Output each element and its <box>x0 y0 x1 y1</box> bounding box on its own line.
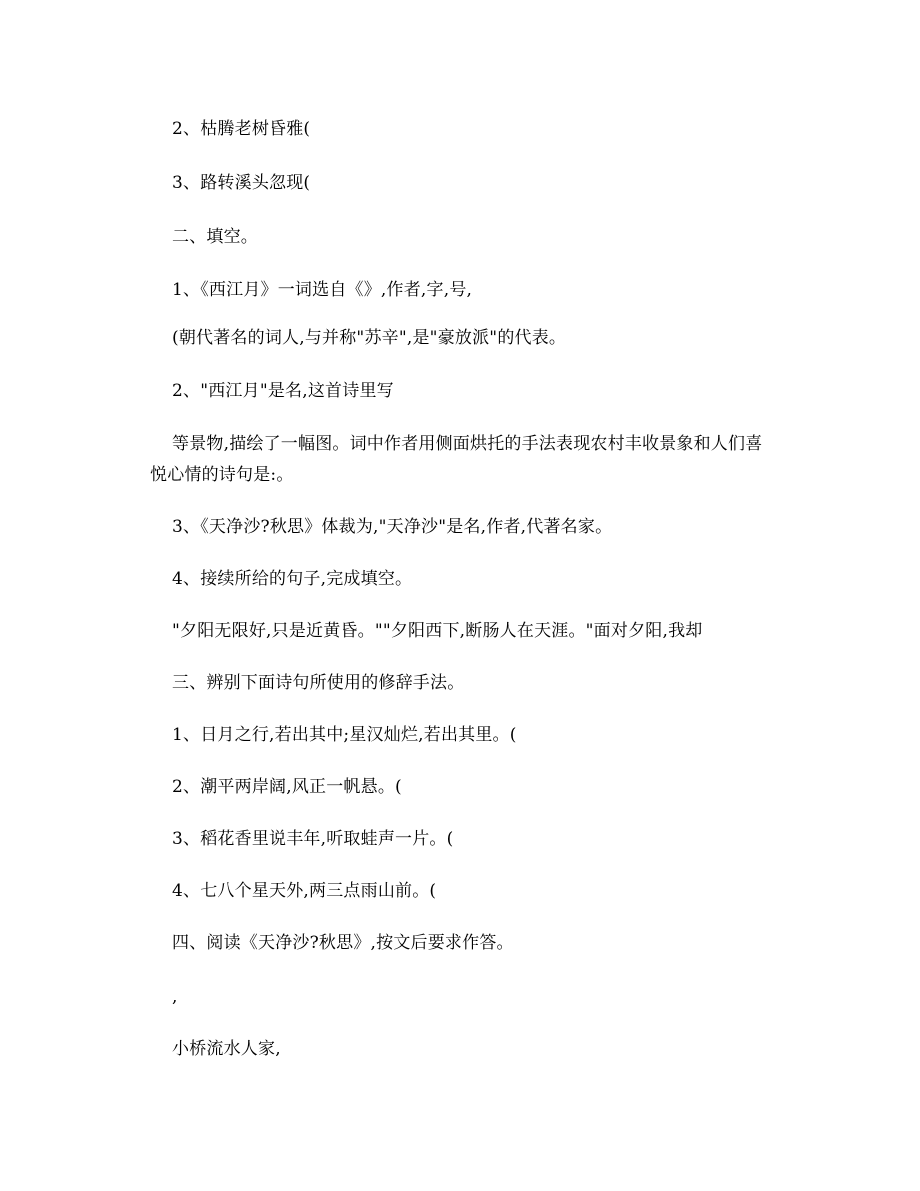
question-line: 3、《天净沙?秋思》体裁为,"天净沙"是名,作者,代著名家。 <box>172 517 613 537</box>
section-heading: 二、填空。 <box>172 227 258 247</box>
question-line: 1、《西江月》一词选自《》,作者,字,号, <box>172 280 473 300</box>
section-heading: 三、辨别下面诗句所使用的修辞手法。 <box>172 673 465 693</box>
question-line: 1、日月之行,若出其中;星汉灿烂,若出其里。( <box>172 725 517 745</box>
question-line: 3、路转溪头忽现( <box>172 173 311 193</box>
question-line: 2、"西江月"是名,这首诗里写 <box>172 381 394 401</box>
question-line: 4、接续所给的句子,完成填空。 <box>172 569 413 589</box>
question-line: 2、潮平两岸阔,风正一帆悬。( <box>172 777 402 797</box>
poem-line: 小桥流水人家, <box>172 1039 281 1059</box>
section-heading: 四、阅读《天净沙?秋思》,按文后要求作答。 <box>172 933 514 953</box>
question-line: 2、枯腾老树昏雅( <box>172 119 311 139</box>
question-line: 3、稻花香里说丰年,听取蛙声一片。( <box>172 829 454 849</box>
question-line: 等景物,描绘了一幅图。词中作者用侧面烘托的手法表现农村丰收景象和人们喜 <box>172 434 763 454</box>
question-line: "夕阳无限好,只是近黄昏。""夕阳西下,断肠人在天涯。"面对夕阳,我却 <box>172 621 703 641</box>
stray-comma: , <box>172 987 178 1007</box>
question-line-continued: 悦心情的诗句是:。 <box>150 465 294 485</box>
question-line: 4、七八个星天外,两三点雨山前。( <box>172 881 437 901</box>
question-line: (朝代著名的词人,与并称"苏辛",是"豪放派"的代表。 <box>172 328 567 348</box>
